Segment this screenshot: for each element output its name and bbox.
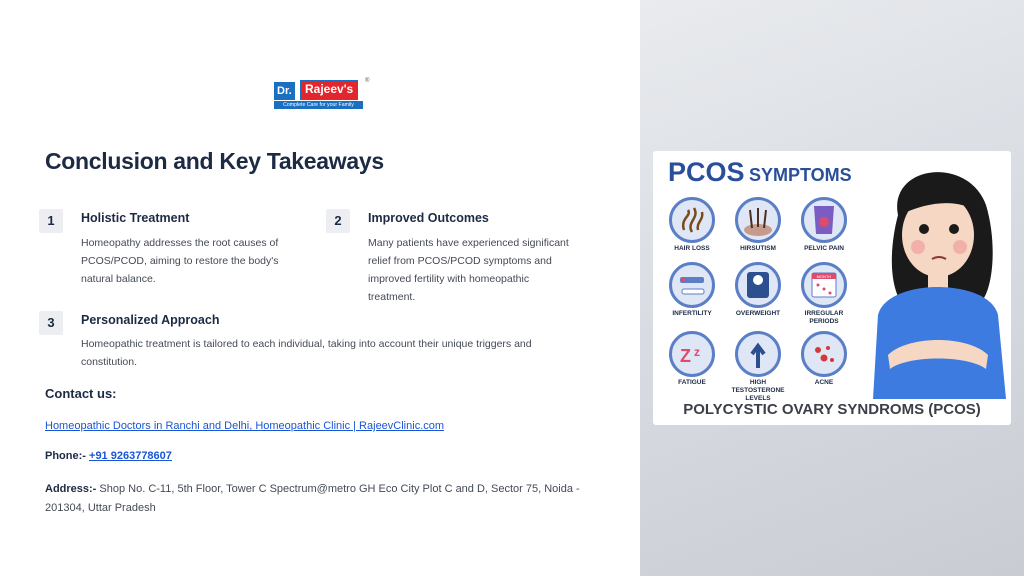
logo-tagline: Complete Care for your Family — [274, 101, 363, 109]
contact-heading: Contact us: — [45, 386, 117, 401]
symptom-hirsutism: HIRSUTISM — [725, 197, 791, 253]
item-title-personalized: Personalized Approach — [81, 313, 220, 327]
symptom-hair-loss: HAIR LOSS — [659, 197, 725, 253]
logo-name: Rajeev's — [300, 80, 358, 100]
address-line — [45, 480, 585, 518]
clinic-website-link[interactable]: Homeopathic Doctors in Ranchi and Delhi, Homeopathic Clinic | RajeevClinic.com — [45, 420, 445, 432]
item-text-personalized: Homeopathic treatment is tailored to each individual, taking into account their unique triggers and constitution. — [81, 338, 532, 368]
symptom-overweight: OVERWEIGHT — [725, 262, 791, 318]
item-number-1: 1 — [39, 209, 63, 233]
infertility-icon — [669, 262, 715, 308]
pcos-card-title: PCOS SYMPTOMS — [668, 157, 852, 187]
hirsutism-icon — [735, 197, 781, 243]
symptom-acne: ACNE — [791, 331, 857, 387]
pcos-infographic — [653, 151, 1011, 425]
item-text-holistic: Homeopathy addresses the root causes of PCOS/PCOD, aiming to restore the body's natural balance. — [81, 237, 279, 285]
symptom-fatigue: Z z FATIGUE — [659, 331, 725, 387]
sleep-icon — [669, 331, 715, 377]
symptom-irregular-periods: MONTH IRREGULAR PERIODS — [791, 262, 857, 326]
pelvic-pain-icon — [801, 197, 847, 243]
hair-loss-icon — [669, 197, 715, 243]
woman-illustration — [858, 155, 1008, 399]
item-title-outcomes: Improved Outcomes — [368, 211, 489, 225]
logo-registered-mark: ® — [365, 78, 370, 84]
item-number-3: 3 — [39, 311, 63, 335]
calendar-icon — [801, 262, 847, 308]
logo-prefix: Dr. — [274, 82, 295, 100]
svg-text:MONTH: MONTH — [816, 274, 832, 279]
acne-icon — [801, 331, 847, 377]
symptom-pelvic-pain: PELVIC PAIN — [791, 197, 857, 253]
address-text: Shop No. C-11, 5th Floor, Tower C Spectrum@metro GH Eco City Plot C and D, Sector 75, Noida - 201304, Uttar Pradesh — [45, 483, 580, 514]
item-title-holistic: Holistic Treatment — [81, 211, 190, 225]
item-text-outcomes: Many patients have experienced significant relief from PCOS/PCOD symptoms and improved fertility with homeopathic treatment. — [368, 237, 569, 303]
phone-link[interactable]: +91 9263778607 — [89, 450, 172, 462]
page-title: Conclusion and Key Takeaways — [45, 148, 384, 174]
item-number-2: 2 — [326, 209, 350, 233]
testosterone-icon — [735, 331, 781, 377]
address-label: Address:- — [45, 483, 97, 495]
phone-label: Phone:- — [45, 450, 86, 462]
clinic-logo — [274, 80, 370, 110]
scale-icon — [735, 262, 781, 308]
symptom-high-testosterone: HIGH TESTOSTERONE LEVELS — [725, 331, 791, 403]
symptom-infertility: INFERTILITY — [659, 262, 725, 318]
svg-text:z: z — [694, 345, 700, 359]
svg-text:Z: Z — [680, 346, 691, 366]
pcos-card-footer: POLYCYSTIC OVARY SYNDROMS (PCOS) — [683, 401, 981, 418]
phone-line — [45, 450, 172, 462]
